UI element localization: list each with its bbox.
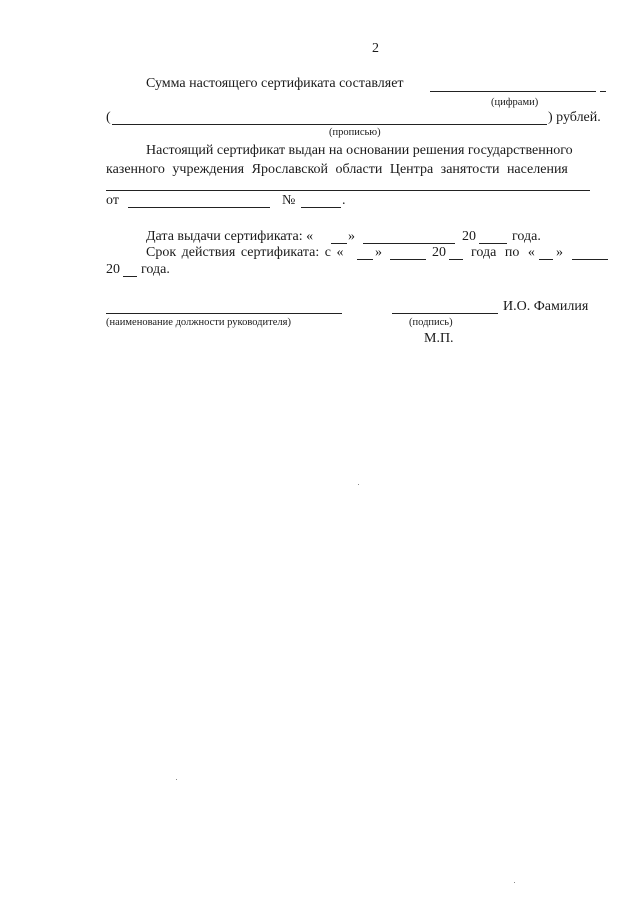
validity-to-word: года по « bbox=[471, 245, 535, 260]
basis-number-sign: № bbox=[282, 193, 296, 208]
issue-day-quote-close: » bbox=[348, 229, 355, 244]
basis-organization-field[interactable] bbox=[106, 190, 590, 191]
validity-from-year-prefix: 20 bbox=[432, 245, 446, 260]
validity-from-quote-close: » bbox=[375, 245, 382, 260]
issue-year-field[interactable] bbox=[479, 243, 507, 244]
validity-to-day-field[interactable] bbox=[539, 259, 553, 260]
amount-currency: ) рублей. bbox=[548, 110, 601, 125]
validity-to-year-field[interactable] bbox=[123, 276, 137, 277]
signer-name: И.О. Фамилия bbox=[503, 299, 589, 314]
basis-date-field[interactable] bbox=[128, 207, 270, 208]
issue-month-field[interactable] bbox=[363, 243, 455, 244]
validity-to-quote-close: » bbox=[556, 245, 563, 260]
basis-from-label: от bbox=[106, 193, 119, 208]
amount-label: Сумма настоящего сертификата составляет bbox=[146, 76, 404, 91]
amount-digits-caption: (цифрами) bbox=[491, 97, 539, 108]
issue-day-field[interactable] bbox=[331, 243, 347, 244]
validity-from-year-field[interactable] bbox=[449, 259, 463, 260]
validity-label: Срок действия сертификата: с « bbox=[146, 245, 344, 260]
scan-speck bbox=[176, 779, 177, 780]
page-number: 2 bbox=[372, 41, 379, 56]
stamp-place: М.П. bbox=[424, 331, 454, 346]
signature-field[interactable] bbox=[392, 313, 498, 314]
basis-line-1: Настоящий сертификат выдан на основании решения государственного bbox=[146, 143, 573, 158]
validity-to-month-field[interactable] bbox=[572, 259, 608, 260]
amount-open-paren: ( bbox=[106, 110, 111, 125]
basis-period: . bbox=[342, 193, 346, 208]
signature-caption: (подпись) bbox=[409, 317, 453, 328]
amount-words-caption: (прописью) bbox=[329, 127, 381, 138]
basis-line-2: казенного учреждения Ярославской области Центра занятости населения bbox=[106, 162, 568, 177]
amount-words-field[interactable] bbox=[112, 124, 547, 125]
amount-digits-field-tail bbox=[600, 91, 606, 92]
issue-date-label: Дата выдачи сертификата: « bbox=[146, 229, 314, 244]
amount-digits-field[interactable] bbox=[430, 91, 596, 92]
issue-year-prefix: 20 bbox=[462, 229, 476, 244]
position-caption: (наименование должности руководителя) bbox=[106, 317, 291, 328]
scan-speck bbox=[358, 484, 359, 485]
position-field[interactable] bbox=[106, 313, 342, 314]
validity-to-year-prefix: 20 bbox=[106, 262, 120, 277]
validity-from-month-field[interactable] bbox=[390, 259, 426, 260]
validity-from-day-field[interactable] bbox=[357, 259, 373, 260]
validity-to-year-suffix: года. bbox=[141, 262, 170, 277]
issue-year-suffix: года. bbox=[512, 229, 541, 244]
basis-number-field[interactable] bbox=[301, 207, 341, 208]
scan-speck bbox=[514, 882, 515, 883]
